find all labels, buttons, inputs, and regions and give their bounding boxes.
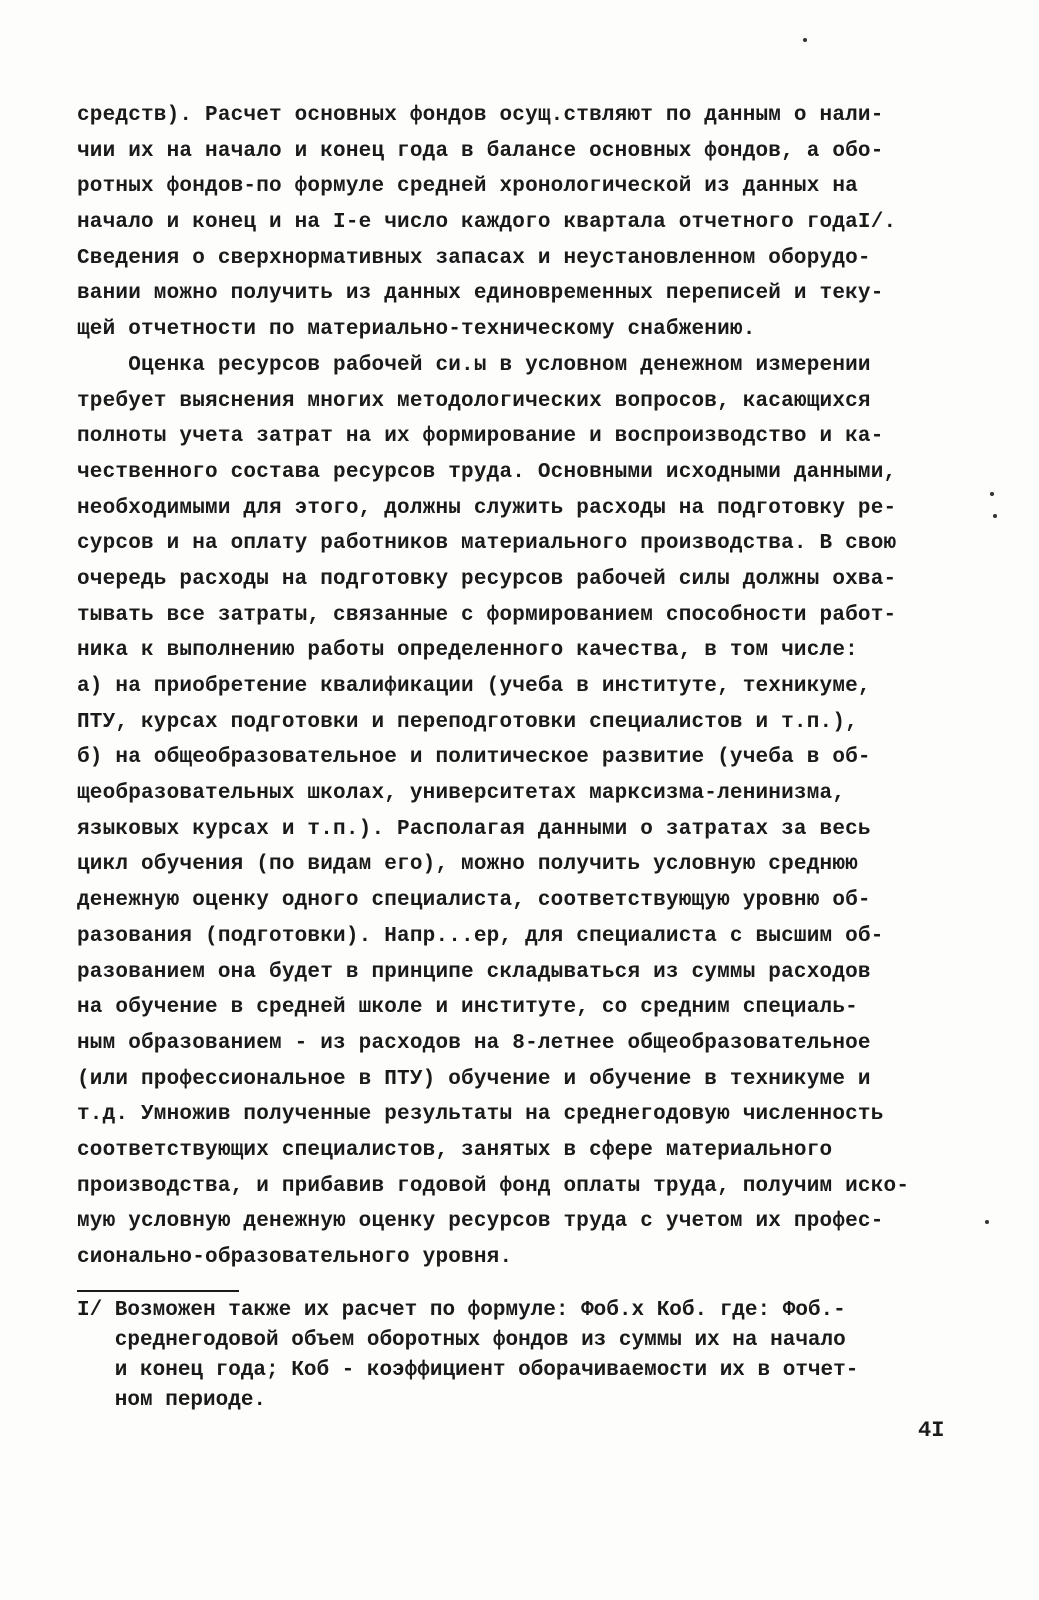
footnote-line: ном периоде. bbox=[77, 1389, 267, 1412]
text-line: полноты учета затрат на их формирование и воспроизводство и ка- bbox=[77, 425, 884, 449]
text-line: (или профессиональное в ПТУ) обучение и обучение в техникуме и bbox=[77, 1067, 871, 1091]
text-line: ника к выполнению работы определенного качества, в том числе: bbox=[77, 639, 858, 663]
text-line: вании можно получить из данных единовременных переписей и теку- bbox=[77, 282, 884, 306]
text-line: ПТУ, курсах подготовки и переподготовки специалистов и т.п.), bbox=[77, 710, 858, 734]
text-line: разования (подготовки). Напр...ер, для специалиста с высшим об- bbox=[77, 924, 884, 948]
text-line: Сведения о сверхнормативных запасах и неустановленном оборудо- bbox=[77, 246, 871, 270]
text-line: щеобразовательных школах, университетах марксизма-ленинизма, bbox=[77, 782, 846, 806]
text-line: б) на общеобразовательное и политическое развитие (учеба в об- bbox=[77, 746, 871, 770]
text-line: требует выяснения многих методологических вопросов, касающихся bbox=[77, 389, 871, 413]
text-line: очередь расходы на подготовку ресурсов рабочей силы должны охва- bbox=[77, 567, 897, 591]
footnote bbox=[77, 1296, 957, 1416]
text-line: мую условную денежную оценку ресурсов труда с учетом их профес- bbox=[77, 1210, 884, 1234]
text-line: средств). Расчет основных фондов осущ.ствляют по данным о нали- bbox=[77, 104, 884, 127]
text-line: Оценка ресурсов рабочей си.ы в условном денежном измерении bbox=[77, 353, 871, 377]
footnote-line: и конец года; Коб - коэффициент оборачиваемости их в отчет- bbox=[77, 1359, 859, 1382]
scan-speck bbox=[990, 492, 994, 496]
footnote-line: I/ Возможен также их расчет по формуле: Фоб.х Коб. где: Фоб.- bbox=[77, 1299, 846, 1322]
main-text bbox=[77, 98, 957, 1276]
text-line: необходимыми для этого, должны служить расходы на подготовку ре- bbox=[77, 496, 897, 520]
text-line: т.д. Умножив полученные результаты на среднегодовую численность bbox=[77, 1103, 884, 1127]
text-line: денежную оценку одного специалиста, соответствующую уровню об- bbox=[77, 889, 871, 913]
text-line: языковых курсах и т.п.). Располагая данными о затратах за весь bbox=[77, 817, 871, 841]
scan-speck bbox=[803, 38, 807, 42]
text-line: соответствующих специалистов, занятых в сфере материального bbox=[77, 1138, 833, 1162]
text-line: ротных фондов-по формуле средней хронологической из данных на bbox=[77, 175, 858, 199]
page-number: 4I bbox=[918, 1418, 945, 1443]
text-line: тывать все затраты, связанные с формированием способности работ- bbox=[77, 603, 897, 627]
text-line: сионально-образовательного уровня. bbox=[77, 1246, 513, 1269]
footnote-line: среднегодовой объем оборотных фондов из суммы их на начало bbox=[77, 1329, 846, 1352]
text-line: цикл обучения (по видам его), можно получить условную среднюю bbox=[77, 853, 858, 877]
text-line: на обучение в средней школе и институте, со средним специаль- bbox=[77, 996, 858, 1020]
footnote-divider bbox=[77, 1290, 239, 1292]
text-line: щей отчетности по материально-техническому снабжению. bbox=[77, 318, 756, 342]
text-line: а) на приобретение квалификации (учеба в институте, техникуме, bbox=[77, 675, 871, 698]
text-line: чественного состава ресурсов труда. Основными исходными данными, bbox=[77, 460, 897, 484]
text-line: ным образованием - из расходов на 8-летнее общеобразовательное bbox=[77, 1031, 871, 1055]
scan-speck bbox=[993, 514, 997, 518]
text-line: сурсов и на оплату работников материального производства. В свою bbox=[77, 532, 897, 556]
text-line: производства, и прибавив годовой фонд оплаты труда, получим иско- bbox=[77, 1174, 910, 1198]
scan-speck bbox=[985, 1220, 989, 1224]
text-line: начало и конец и на I-е число каждого квартала отчетного годаI/. bbox=[77, 211, 897, 235]
text-line: разованием она будет в принципе складываться из суммы расходов bbox=[77, 960, 871, 984]
text-line: чии их на начало и конец года в балансе основных фондов, а обо- bbox=[77, 139, 884, 163]
